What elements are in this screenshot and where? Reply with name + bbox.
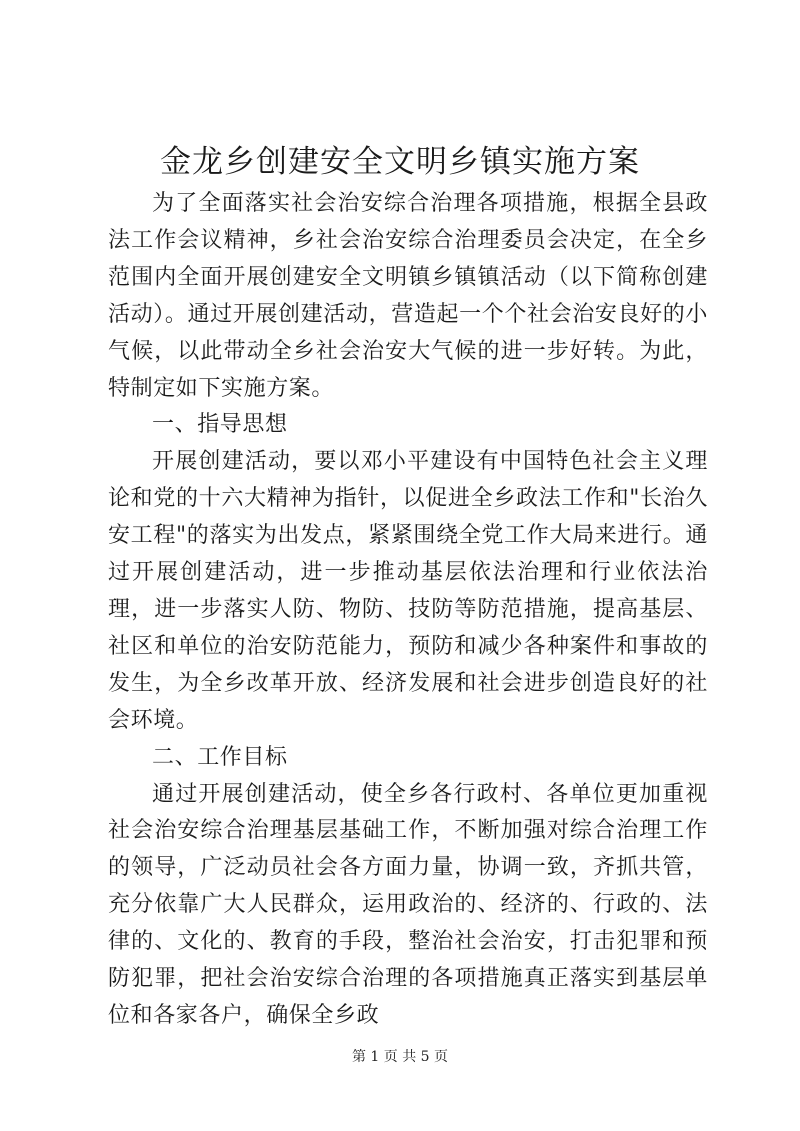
section-paragraph-work-goals: 通过开展创建活动，使全乡各行政村、各单位更加重视社会治安综合治理基层基础工作，不断加强对综合治理工作的领导，广泛动员社会各方面力量，协调一致，齐抓共管，充分依靠广大人民群众，运用政治的、经济的、行政的、法律的、文化的、教育的手段，整治社会治安，打击犯罪和预防犯罪，把社会治安综合治理的各项措施真正落实到基层单位和各家各户，确保全乡政 [108,781,708,1028]
section-heading-guiding-ideology: 一、指导思想 [152,412,288,438]
document-body [108,186,708,1035]
document-title: 金龙乡创建安全文明乡镇实施方案 [160,144,640,180]
page-number-footer: 第 1 页 共 5 页 [351,1049,449,1065]
section-heading-work-goals: 二、工作目标 [152,744,288,770]
section-paragraph-guiding-ideology: 开展创建活动，要以邓小平建设有中国特色社会主义理论和党的十六大精神为指针，以促进全乡政法工作和"长治久安工程"的落实为出发点，紧紧围绕全党工作大局来进行。通过开展创建活动，进一步推动基层依法治理和行业依法治理，进一步落实人防、物防、技防等防范措施，提高基层、社区和单位的治安防范能力，预防和减少各种案件和事故的发生，为全乡改革开放、经济发展和社会进步创造良好的社会环境。 [108,449,708,733]
intro-paragraph: 为了全面落实社会治安综合治理各项措施，根据全县政法工作会议精神，乡社会治安综合治理委员会决定，在全乡范围内全面开展创建安全文明镇乡镇镇活动（以下简称创建活动）。通过开展创建活动，营造起一个个社会治安良好的小气候，以此带动全乡社会治安大气候的进一步好转。为此，特制定如下实施方案。 [108,191,708,401]
